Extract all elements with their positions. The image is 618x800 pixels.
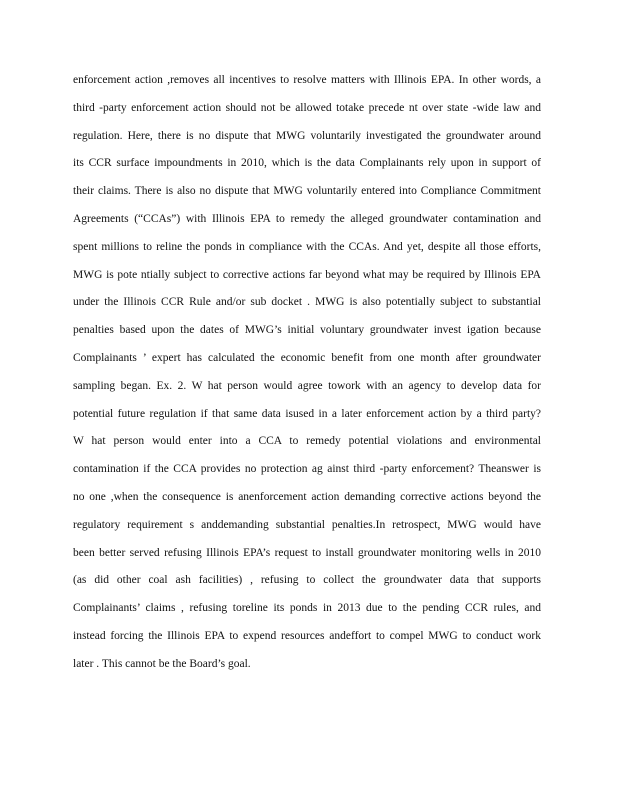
text-line: spent millions to reline the ponds in compliance with the CCAs. And yet, despite all those efforts, [73, 240, 541, 253]
text-line: under the Illinois CCR Rule and/or sub docket . MWG is also potentially subject to substantial [73, 296, 541, 309]
text-line: sampling began. Ex. 2. W hat person would agree towork with an agency to develop data for [73, 379, 541, 392]
text-line: potential future regulation if that same data isused in a later enforcement action by a third party? [73, 407, 541, 420]
text-line: third -party enforcement action should not be allowed totake precede nt over state -wide law and [73, 101, 541, 114]
text-line: contamination if the CCA provides no protection ag ainst third -party enforcement? Theanswer is [73, 463, 541, 476]
text-line: no one ,when the consequence is anenforcement action demanding corrective actions beyond the [73, 490, 541, 503]
text-line: MWG is pote ntially subject to corrective actions far beyond what may be required by Illinois EPA [73, 268, 541, 281]
text-line: been better served refusing Illinois EPA’s request to install groundwater monitoring wells in 2010 [73, 546, 541, 559]
text-line: their claims. There is also no dispute that MWG voluntarily entered into Compliance Commitment [73, 185, 541, 198]
text-line: Complainants ’ expert has calculated the economic benefit from one month after groundwater [73, 351, 541, 364]
text-line: W hat person would enter into a CCA to remedy potential violations and environmental [73, 435, 541, 448]
text-line: its CCR surface impoundments in 2010, which is the data Complainants rely upon in support of [73, 157, 541, 170]
text-line: enforcement action ,removes all incentives to resolve matters with Illinois EPA. In other words, a [73, 74, 541, 86]
text-line: instead forcing the Illinois EPA to expend resources andeffort to compel MWG to conduct work [73, 629, 541, 642]
text-line-last: later . This cannot be the Board’s goal. [73, 657, 251, 670]
text-line: Complainants’ claims , refusing toreline its ponds in 2013 due to the pending CCR rules, and [73, 602, 541, 615]
body-paragraph [73, 70, 541, 682]
text-line: (as did other coal ash facilities) , refusing to collect the groundwater data that supports [73, 574, 541, 587]
text-line: penalties based upon the dates of MWG’s initial voluntary groundwater invest igation because [73, 324, 541, 337]
text-line: regulatory requirement s anddemanding substantial penalties.In retrospect, MWG would have [73, 518, 541, 531]
text-line: regulation. Here, there is no dispute that MWG voluntarily investigated the groundwater around [73, 129, 541, 142]
text-line: Agreements (“CCAs”) with Illinois EPA to remedy the alleged groundwater contamination and [73, 212, 541, 225]
